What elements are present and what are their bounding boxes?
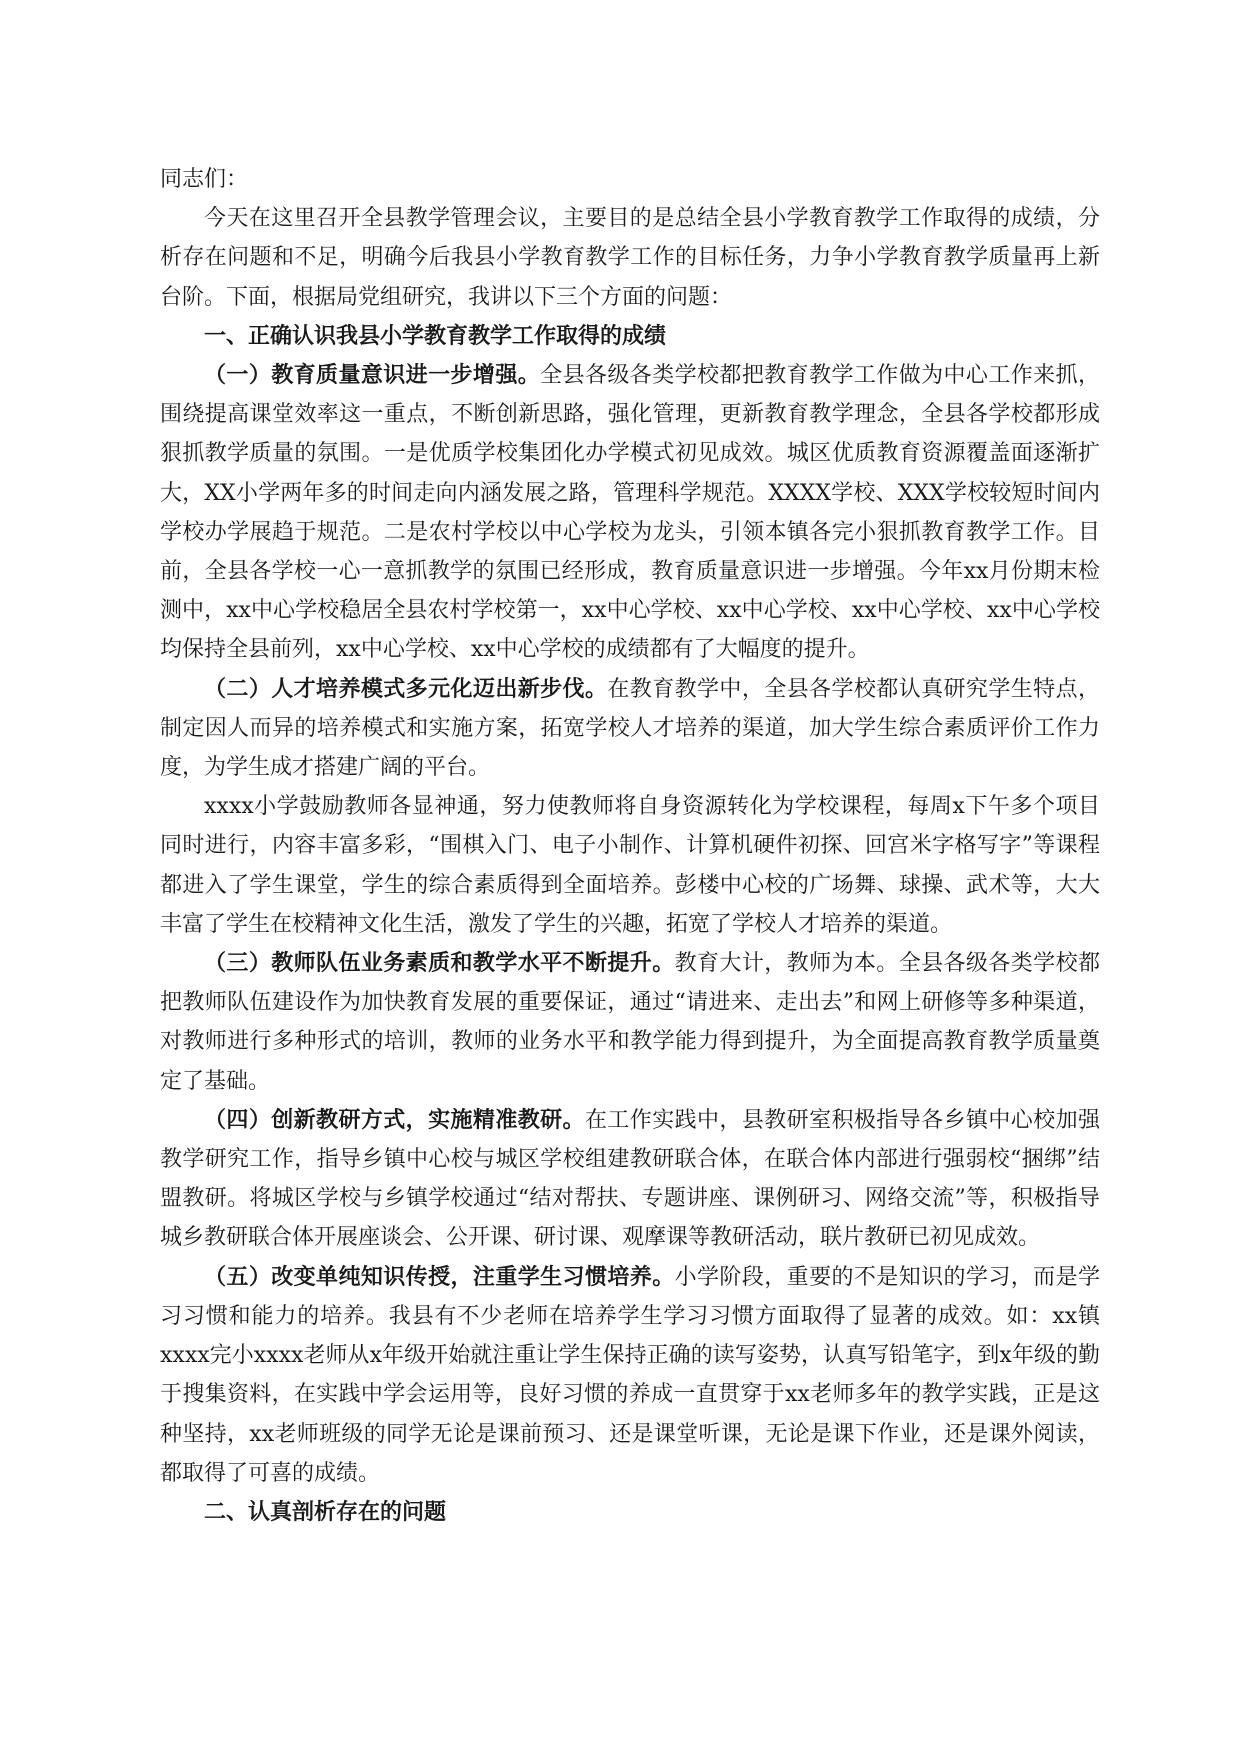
document-page <box>160 160 1100 1532</box>
paragraph-2-lead: （二）人才培养模式多元化迈出新步伐。 <box>204 675 608 702</box>
paragraph-4 <box>160 1101 1100 1258</box>
section-1-heading: 一、正确认识我县小学教育教学工作取得的成绩 <box>204 322 667 349</box>
intro-paragraph: 今天在这里召开全县教学管理会议，主要目的是总结全县小学教育教学工作取得的成绩，分析存在问题和不足，明确今后我县小学教育教学工作的目标任务，力争小学教育教学质量再上新台阶。下面，根据局党组研究，我讲以下三个方面的问题： <box>160 206 1100 310</box>
paragraph-5-body: 小学阶段，重要的不是知识的学习，而是学习习惯和能力的培养。我县有不少老师在培养学生学习习惯方面取得了显著的成效。如：xx镇xxxx完小xxxx老师从x年级开始就注重让学生保持正确的读写姿势，认真写铅笔字，到x年级的勤于搜集资料，在实践中学会运用等，良好习惯的养成一直贯穿于xx老师多年的教学实践，正是这种坚持，xx老师班级的同学无论是课前预习、还是课堂听课，无论是课下作业，还是课外阅读，都取得了可喜的成绩。 <box>160 1264 1100 1486</box>
paragraph-3 <box>160 944 1100 1101</box>
paragraph-2-body: 在教育教学中，全县各学校都认真研究学生特点，制定因人而异的培养模式和实施方案，拓宽学校人才培养的渠道，加大学生综合素质评价工作力度，为学生成才搭建广阔的平台。 <box>160 676 1100 781</box>
section-2-heading: 二、认真剖析存在的问题 <box>204 1498 447 1525</box>
salutation: 同志们： <box>160 167 249 192</box>
paragraph-5 <box>160 1258 1100 1493</box>
paragraph-1-body: 全县各级各类学校都把教育教学工作做为中心工作来抓，围绕提高课堂效率这一重点，不断创新思路，强化管理，更新教育教学理念，全县各学校都形成狠抓教学质量的氛围。一是优质学校集团化办学模式初见成效。城区优质教育资源覆盖面逐渐扩大，XX小学两年多的时间走向内涵发展之路，管理科学规范。XXXX学校、XXX学校较短时间内学校办学展趋于规范。二是农村学校以中心学校为龙头，引领本镇各完小狠抓教育教学工作。目前，全县各学校一心一意抓教学的氛围已经形成，教育质量意识进一步增强。今年xx月份期末检测中，xx中心学校稳居全县农村学校第一，xx中心学校、xx中心学校、xx中心学校、xx中心学校均保持全县前列，xx中心学校、xx中心学校的成绩都有了大幅度的提升。 <box>160 363 1100 663</box>
paragraph-1-lead: （一）教育质量意识进一步增强。 <box>204 362 541 389</box>
paragraph-2 <box>160 670 1100 788</box>
paragraph-5-lead: （五）改变单纯知识传授，注重学生习惯培养。 <box>204 1263 675 1290</box>
paragraph-4-body: 在工作实践中，县教研室积极指导各乡镇中心校加强教学研究工作，指导乡镇中心校与城区学校组建教研联合体，在联合体内部进行强弱校“捆绑”结盟教研。将城区学校与乡镇学校通过“结对帮扶、专题讲座、课例研习、网络交流”等，积极指导城乡教研联合体开展座谈会、公开课、研讨课、观摩课等教研活动，联片教研已初见成效。 <box>160 1107 1100 1251</box>
paragraph-2-extra: xxxx小学鼓励教师各显神通，努力使教师将自身资源转化为学校课程，每周x下午多个项目同时进行，内容丰富多彩，“围棋入门、电子小制作、计算机硬件初探、回宫米字格写字”等课程都进入了学生课堂，学生的综合素质得到全面培养。彭楼中心校的广场舞、球操、武术等，大大丰富了学生在校精神文化生活，激发了学生的兴趣，拓宽了学校人才培养的渠道。 <box>160 794 1100 937</box>
paragraph-1 <box>160 356 1100 670</box>
paragraph-3-lead: （三）教师队伍业务素质和教学水平不断提升。 <box>204 950 675 977</box>
paragraph-3-body: 教育大计，教师为本。全县各级各类学校都把教师队伍建设作为加快教育发展的重要保证，通过“请进来、走出去”和网上研修等多种渠道，对教师进行多种形式的培训，教师的业务水平和教学能力得到提升，为全面提高教育教学质量奠定了基础。 <box>160 951 1100 1094</box>
paragraph-4-lead: （四）创新教研方式，实施精准教研。 <box>204 1106 585 1133</box>
